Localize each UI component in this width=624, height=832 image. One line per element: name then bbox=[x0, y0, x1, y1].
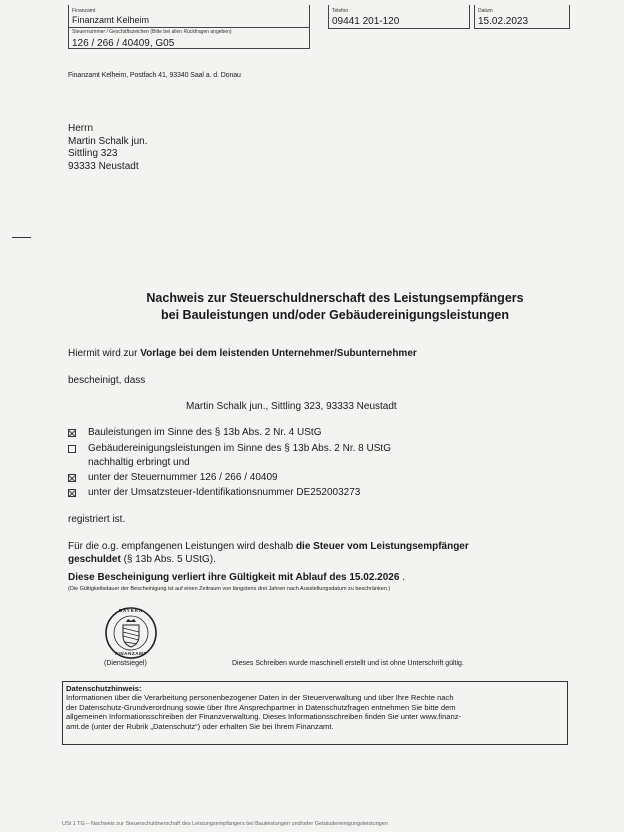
validity-bold: Diese Bescheinigung verliert ihre Gültigkeit mit Ablauf des 15.02.2026 bbox=[68, 572, 400, 583]
taxno-caption: Steuernummer / Geschäftszeichen (Bitte bei allen Rückfragen angeben) bbox=[72, 29, 232, 35]
recipient-city: 93333 Neustadt bbox=[68, 160, 139, 172]
check-label-construction: Bauleistungen im Sinne des § 13b Abs. 2 Nr. 4 UStG bbox=[88, 427, 322, 438]
check-row-taxno bbox=[68, 472, 278, 483]
check-label-vatid: unter der Umsatzsteuer-Identifikationsnummer DE252003273 bbox=[88, 487, 361, 498]
tax-liability-paragraph bbox=[68, 541, 568, 566]
checkbox-checked-icon bbox=[68, 489, 76, 497]
form-footer: USt 1 TG – Nachweis zur Steuerschuldnerschaft des Leistungsempfängers bei Bauleistungen und/oder Gebäudereinigungsleistungen bbox=[62, 821, 388, 827]
registered-text: registriert ist. bbox=[68, 514, 126, 525]
privacy-heading: Datenschutzhinweis: bbox=[66, 684, 142, 693]
para-bold-2: geschuldet bbox=[68, 553, 121, 565]
sustained-text: nachhaltig erbringt und bbox=[88, 457, 190, 468]
document-title bbox=[68, 290, 602, 324]
checkbox-checked-icon bbox=[68, 429, 76, 437]
privacy-line-2: der Datenschutz-Grundverordnung sowie über Ihre Ansprechpartner in Datenschutzfragen entnehmen Sie bitte dem bbox=[66, 702, 456, 712]
office-name: Finanzamt Kelheim bbox=[72, 15, 150, 25]
check-row-cleaning bbox=[68, 443, 391, 454]
date-caption: Datum bbox=[478, 8, 493, 14]
validity-note: (Die Gültigkeitsdauer der Bescheinigung ist auf einen Zeitraum von längstens drei Jahren nach Ausstellungsdatum zu beschränken.) bbox=[68, 586, 391, 592]
office-caption: Finanzamt bbox=[72, 8, 96, 14]
date-value: 15.02.2023 bbox=[478, 16, 529, 27]
recipient-name: Martin Schalk jun. bbox=[68, 135, 148, 147]
seal-top-text: BAYERN bbox=[118, 608, 144, 613]
header-divider bbox=[69, 27, 309, 28]
phone-box bbox=[328, 5, 470, 29]
phone-value: 09441 201-120 bbox=[332, 16, 400, 27]
certify-text: bescheinigt, dass bbox=[68, 375, 146, 386]
fold-mark bbox=[12, 237, 31, 238]
check-label-cleaning: Gebäudereinigungsleistungen im Sinne des § 13b Abs. 2 Nr. 8 UStG bbox=[88, 443, 391, 454]
intro-bold: Vorlage bei dem leistenden Unternehmer/Subunternehmer bbox=[140, 348, 417, 359]
office-box bbox=[68, 5, 310, 49]
title-line-1: Nachweis zur Steuerschuldnerschaft des Leistungsempfängers bbox=[146, 291, 524, 305]
seal-bottom-text: FINANZAMT bbox=[115, 651, 147, 656]
privacy-line-3: allgemeinen Informationsschreiben der Finanzverwaltung. Dieses Informationsschreiben finden Sie unter www.finanz- bbox=[66, 712, 462, 722]
official-seal bbox=[104, 606, 158, 660]
title-line-2: bei Bauleistungen und/oder Gebäudereinigungsleistungen bbox=[161, 308, 509, 322]
checkbox-checked-icon bbox=[68, 474, 76, 482]
para-bold-1: die Steuer vom Leistungsempfänger bbox=[295, 541, 469, 552]
sender-line: Finanzamt Kelheim, Postfach 41, 93340 Saal a. d. Donau bbox=[68, 72, 241, 79]
taxno-value: 126 / 266 / 40409, G05 bbox=[72, 38, 175, 49]
para-suffix: (§ 13b Abs. 5 UStG). bbox=[120, 553, 216, 565]
privacy-line-4: amt.de (unter der Rubrik „Datenschutz“) oder erhalten Sie bei Ihrem Finanzamt. bbox=[66, 721, 334, 731]
subject-line: Martin Schalk jun., Sittling 323, 93333 Neustadt bbox=[186, 401, 397, 412]
validity-dot: . bbox=[399, 572, 405, 583]
recipient-street: Sittling 323 bbox=[68, 148, 118, 159]
para-prefix: Für die o.g. empfangenen Leistungen wird deshalb bbox=[68, 541, 296, 552]
check-label-taxno: unter der Steuernummer 126 / 266 / 40409 bbox=[88, 472, 278, 483]
privacy-line-1: Informationen über die Verarbeitung personenbezogener Daten in der Steuerverwaltung und über Ihre Rechte nach bbox=[66, 693, 454, 703]
machine-note: Dieses Schreiben wurde maschinell erstellt und ist ohne Unterschrift gültig. bbox=[232, 660, 464, 667]
privacy-box bbox=[62, 681, 568, 745]
check-row-construction bbox=[68, 427, 321, 438]
recipient-salutation: Herrn bbox=[68, 123, 94, 134]
validity-line bbox=[68, 572, 405, 583]
recipient-address bbox=[68, 123, 147, 173]
intro-prefix: Hiermit wird zur bbox=[68, 348, 141, 359]
intro-text bbox=[68, 348, 417, 359]
checkbox-empty-icon bbox=[68, 445, 76, 453]
seal-caption: (Dienstsiegel) bbox=[104, 660, 147, 667]
date-box bbox=[474, 5, 570, 29]
phone-caption: Telefon bbox=[332, 8, 349, 14]
check-row-vatid bbox=[68, 487, 360, 498]
